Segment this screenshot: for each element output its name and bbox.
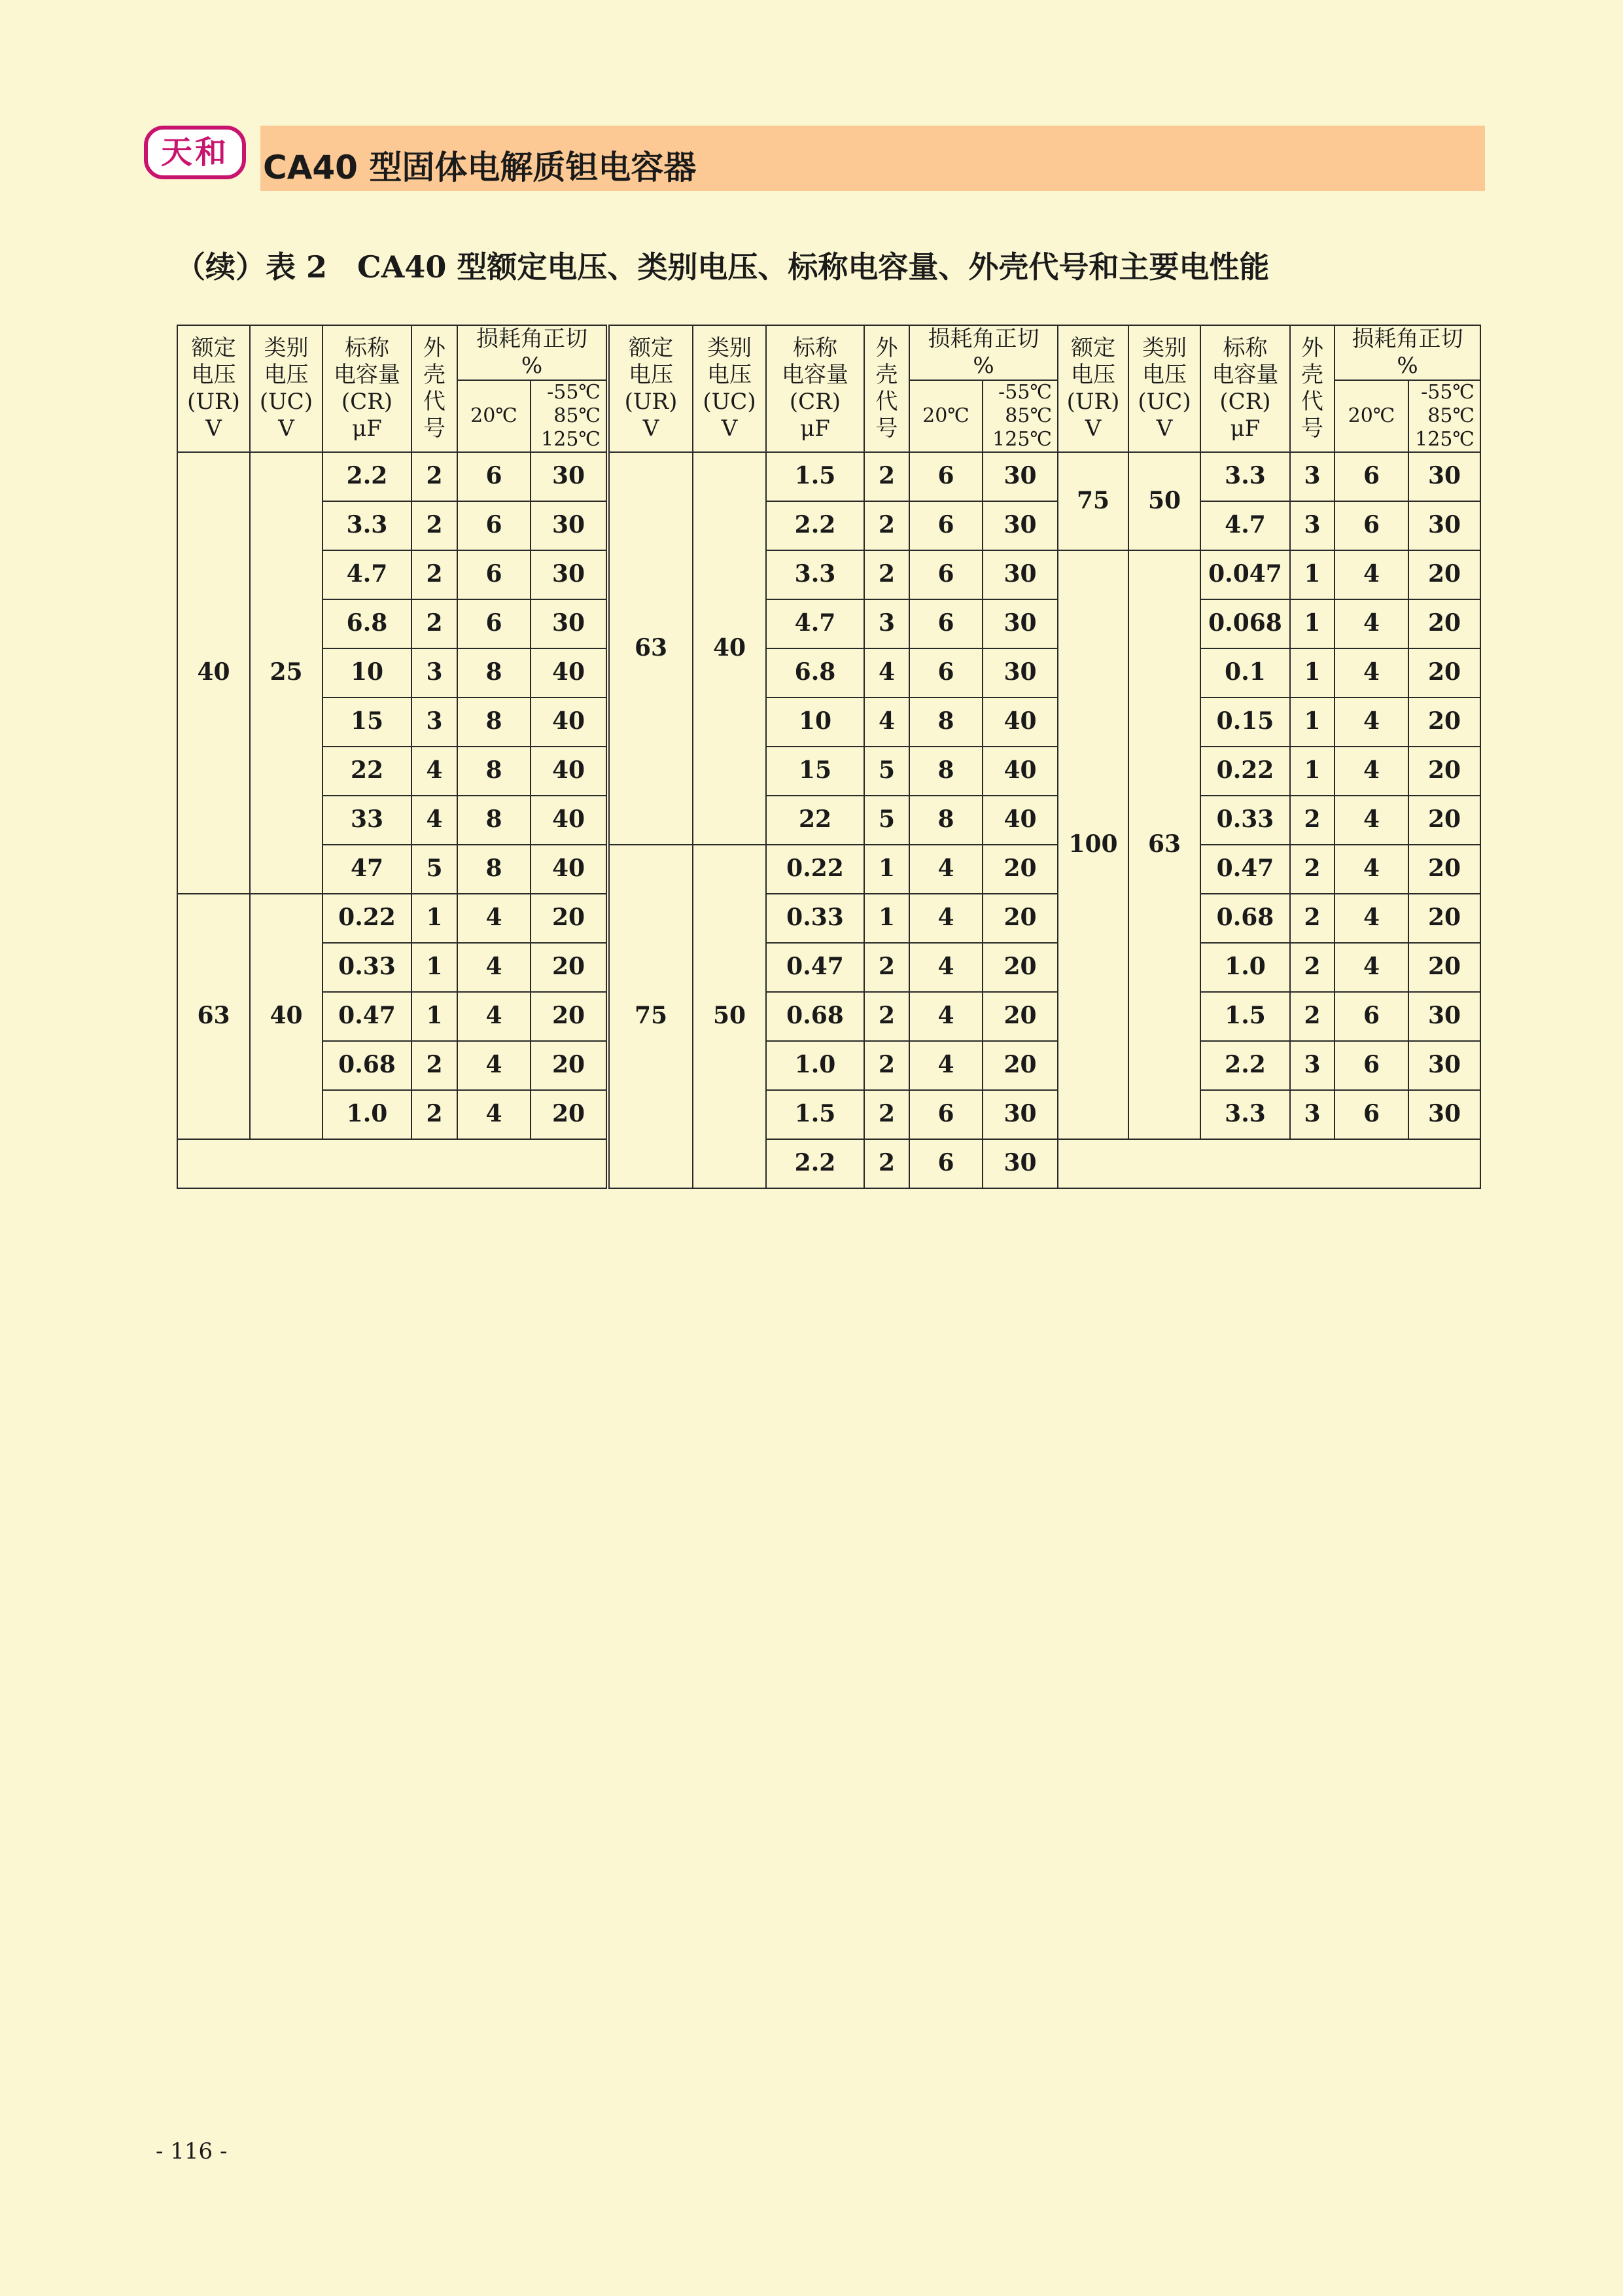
case-code-cell: 2 xyxy=(1290,845,1335,894)
header-line: 损耗角正切 xyxy=(476,326,587,352)
capacitance-cell: 3.3 xyxy=(323,501,411,550)
tan-other-cell: 30 xyxy=(531,501,606,550)
header-line: (UR) xyxy=(624,388,678,415)
table-row xyxy=(1058,452,1480,501)
header-line: V xyxy=(1085,415,1102,442)
case-code-cell: 3 xyxy=(411,698,457,747)
case-code-cell: 4 xyxy=(864,698,909,747)
col-header-category-voltage xyxy=(1128,325,1200,452)
tan-other-cell: 40 xyxy=(983,698,1058,747)
case-code-cell: 1 xyxy=(1290,599,1335,648)
table-row xyxy=(177,894,606,943)
tan-20-cell: 6 xyxy=(909,599,983,648)
tan-20-cell: 8 xyxy=(909,796,983,845)
col-header-tan-20: 20℃ xyxy=(457,380,531,452)
tan-other-cell: 20 xyxy=(983,943,1058,992)
capacitance-cell: 0.15 xyxy=(1200,698,1290,747)
header-line: 电压 xyxy=(1142,362,1187,388)
header-line: 额定 xyxy=(1071,335,1115,362)
capacitance-cell: 0.68 xyxy=(766,992,864,1041)
header-line: 电压 xyxy=(264,362,309,388)
rated-voltage-cell: 63 xyxy=(609,452,693,845)
tan-other-cell: 20 xyxy=(1408,648,1480,698)
case-code-cell: 2 xyxy=(864,1090,909,1139)
header-row xyxy=(177,325,606,380)
tan-other-cell: 30 xyxy=(531,452,606,501)
capacitance-cell: 10 xyxy=(323,648,411,698)
tan-other-cell: 20 xyxy=(531,894,606,943)
page-header-title: CA40 型固体电解质钽电容器 xyxy=(263,149,697,186)
header-line: 电压 xyxy=(707,362,752,388)
capacitance-cell: 2.2 xyxy=(323,452,411,501)
case-code-cell: 2 xyxy=(864,943,909,992)
case-code-cell: 2 xyxy=(1290,943,1335,992)
tan-other-cell: 20 xyxy=(1408,894,1480,943)
header-line: -55℃ xyxy=(998,380,1052,404)
case-code-cell: 5 xyxy=(411,845,457,894)
table-row xyxy=(177,452,606,501)
tan-20-cell: 4 xyxy=(457,1041,531,1090)
case-code-cell: 1 xyxy=(864,845,909,894)
header-line: 85℃ xyxy=(1427,404,1475,427)
capacitance-cell: 15 xyxy=(323,698,411,747)
category-voltage-cell: 25 xyxy=(250,452,323,894)
header-line: (UC) xyxy=(703,388,756,415)
tan-other-cell: 20 xyxy=(983,894,1058,943)
tan-other-cell: 20 xyxy=(531,1041,606,1090)
capacitance-cell: 0.33 xyxy=(323,943,411,992)
tan-20-cell: 8 xyxy=(457,796,531,845)
capacitance-cell: 47 xyxy=(323,845,411,894)
header-line: (CR) xyxy=(789,388,841,415)
capacitance-cell: 0.47 xyxy=(1200,845,1290,894)
tan-other-cell: 30 xyxy=(531,550,606,599)
header-line: 电压 xyxy=(629,362,673,388)
capacitance-cell: 6.8 xyxy=(766,648,864,698)
tan-other-cell: 20 xyxy=(1408,845,1480,894)
capacitance-cell: 10 xyxy=(766,698,864,747)
header-line: % xyxy=(521,352,543,379)
brand-logo: 天和 xyxy=(144,126,246,179)
col-header-category-voltage xyxy=(250,325,323,452)
tan-20-cell: 8 xyxy=(909,747,983,796)
header-line: V xyxy=(642,415,659,442)
header-bar xyxy=(260,126,1485,191)
capacitance-cell: 0.22 xyxy=(323,894,411,943)
tan-20-cell: 4 xyxy=(909,845,983,894)
capacitance-cell: 0.1 xyxy=(1200,648,1290,698)
col-header-tan-delta xyxy=(1335,325,1480,380)
tan-20-cell: 6 xyxy=(1335,1041,1408,1090)
header-line: % xyxy=(1397,352,1418,379)
tan-other-cell: 40 xyxy=(983,747,1058,796)
category-voltage-cell: 50 xyxy=(1128,452,1200,550)
tan-other-cell: 30 xyxy=(983,452,1058,501)
tan-other-cell: 40 xyxy=(983,796,1058,845)
rated-voltage-cell: 75 xyxy=(609,845,693,1188)
col-header-case-code xyxy=(1290,325,1335,452)
tan-20-cell: 4 xyxy=(909,1041,983,1090)
case-code-cell: 2 xyxy=(411,1041,457,1090)
case-code-cell: 1 xyxy=(864,894,909,943)
case-code-cell: 1 xyxy=(411,943,457,992)
col-header-tan-20: 20℃ xyxy=(909,380,983,452)
table-title: （续）表 2 CA40 型额定电压、类别电压、标称电容量、外壳代号和主要电性能 xyxy=(175,249,1270,285)
tan-20-cell: 4 xyxy=(1335,550,1408,599)
tan-20-cell: 8 xyxy=(457,845,531,894)
case-code-cell: 1 xyxy=(1290,698,1335,747)
tan-other-cell: 20 xyxy=(983,1041,1058,1090)
spec-table-panel-3 xyxy=(1057,325,1481,1189)
capacitance-cell: 0.47 xyxy=(323,992,411,1041)
tan-20-cell: 4 xyxy=(909,992,983,1041)
col-header-tan-other xyxy=(531,380,606,452)
header-line: 标称 xyxy=(793,335,837,362)
tan-other-cell: 30 xyxy=(983,648,1058,698)
header-line: 代 xyxy=(875,388,898,415)
case-code-cell: 3 xyxy=(411,648,457,698)
header-line: 号 xyxy=(875,415,898,442)
capacitance-cell: 2.2 xyxy=(766,501,864,550)
header-line: % xyxy=(973,352,994,379)
tan-20-cell: 4 xyxy=(909,894,983,943)
tan-20-cell: 4 xyxy=(1335,845,1408,894)
col-header-rated-voltage xyxy=(609,325,693,452)
case-code-cell: 2 xyxy=(411,452,457,501)
case-code-cell: 2 xyxy=(1290,894,1335,943)
col-header-tan-other xyxy=(983,380,1058,452)
case-code-cell: 5 xyxy=(864,747,909,796)
tan-other-cell: 20 xyxy=(983,845,1058,894)
header-line: (UC) xyxy=(1138,388,1191,415)
case-code-cell: 2 xyxy=(1290,796,1335,845)
tan-20-cell: 6 xyxy=(1335,501,1408,550)
tan-20-cell: 4 xyxy=(457,992,531,1041)
tan-other-cell: 30 xyxy=(531,599,606,648)
case-code-cell: 2 xyxy=(864,452,909,501)
capacitance-cell: 3.3 xyxy=(1200,1090,1290,1139)
spec-table-panel-2 xyxy=(608,325,1058,1189)
col-header-tan-delta xyxy=(457,325,606,380)
capacitance-cell: 0.33 xyxy=(1200,796,1290,845)
header-line: 125℃ xyxy=(992,427,1052,451)
header-line: (CR) xyxy=(1219,388,1271,415)
category-voltage-cell: 63 xyxy=(1128,550,1200,1139)
capacitance-cell: 1.0 xyxy=(766,1041,864,1090)
header-line: V xyxy=(1156,415,1173,442)
tan-other-cell: 30 xyxy=(1408,1041,1480,1090)
capacitance-cell: 0.68 xyxy=(323,1041,411,1090)
case-code-cell: 3 xyxy=(1290,501,1335,550)
header-line: 号 xyxy=(423,415,445,442)
case-code-cell: 2 xyxy=(411,599,457,648)
header-line: 额定 xyxy=(191,335,236,362)
header-line: 外 xyxy=(423,335,445,362)
capacitance-cell: 4.7 xyxy=(766,599,864,648)
col-header-capacitance xyxy=(1200,325,1290,452)
spec-table-panel-1 xyxy=(177,325,607,1189)
case-code-cell: 2 xyxy=(1290,992,1335,1041)
col-header-tan-other xyxy=(1408,380,1480,452)
col-header-rated-voltage xyxy=(1058,325,1128,452)
header-line: 代 xyxy=(423,388,445,415)
tan-other-cell: 20 xyxy=(1408,550,1480,599)
blank-cell xyxy=(1058,1139,1480,1188)
header-line: (UC) xyxy=(259,388,313,415)
capacitance-cell: 4.7 xyxy=(1200,501,1290,550)
case-code-cell: 1 xyxy=(1290,648,1335,698)
tan-other-cell: 20 xyxy=(1408,599,1480,648)
case-code-cell: 2 xyxy=(864,1139,909,1188)
case-code-cell: 4 xyxy=(864,648,909,698)
case-code-cell: 2 xyxy=(864,1041,909,1090)
tan-20-cell: 4 xyxy=(1335,943,1408,992)
tan-other-cell: 20 xyxy=(531,992,606,1041)
header-line: 125℃ xyxy=(541,427,601,451)
header-line: 标称 xyxy=(345,335,389,362)
blank-cell xyxy=(177,1139,606,1188)
tan-20-cell: 4 xyxy=(1335,796,1408,845)
case-code-cell: 5 xyxy=(864,796,909,845)
header-row xyxy=(1058,325,1480,380)
tan-20-cell: 8 xyxy=(909,698,983,747)
header-line: V xyxy=(278,415,294,442)
header-line: (UR) xyxy=(187,388,240,415)
tan-20-cell: 4 xyxy=(457,943,531,992)
tan-other-cell: 20 xyxy=(1408,747,1480,796)
tan-20-cell: 6 xyxy=(457,550,531,599)
header-line: 电压 xyxy=(1071,362,1115,388)
col-header-capacitance xyxy=(323,325,411,452)
capacitance-cell: 0.33 xyxy=(766,894,864,943)
header-line: 号 xyxy=(1301,415,1323,442)
capacitance-cell: 1.5 xyxy=(1200,992,1290,1041)
capacitance-cell: 1.0 xyxy=(323,1090,411,1139)
header-row xyxy=(609,325,1058,380)
header-line: V xyxy=(205,415,222,442)
header-line: 外 xyxy=(875,335,898,362)
col-header-capacitance xyxy=(766,325,864,452)
table-row xyxy=(609,452,1058,501)
header-line: 壳 xyxy=(423,362,445,388)
tan-20-cell: 6 xyxy=(909,550,983,599)
table-row xyxy=(609,845,1058,894)
tan-20-cell: 8 xyxy=(457,698,531,747)
header-line: 类别 xyxy=(707,335,752,362)
capacitance-cell: 2.2 xyxy=(766,1139,864,1188)
header-line: 壳 xyxy=(875,362,898,388)
rated-voltage-cell: 63 xyxy=(177,894,250,1139)
header-line: V xyxy=(721,415,738,442)
blank-row xyxy=(177,1139,606,1188)
header-line: 类别 xyxy=(1142,335,1187,362)
header-line: (CR) xyxy=(341,388,393,415)
capacitance-cell: 1.0 xyxy=(1200,943,1290,992)
capacitance-cell: 0.47 xyxy=(766,943,864,992)
rated-voltage-cell: 100 xyxy=(1058,550,1128,1139)
case-code-cell: 1 xyxy=(1290,747,1335,796)
tan-20-cell: 6 xyxy=(457,599,531,648)
case-code-cell: 2 xyxy=(864,992,909,1041)
case-code-cell: 3 xyxy=(864,599,909,648)
case-code-cell: 3 xyxy=(1290,1041,1335,1090)
rated-voltage-cell: 40 xyxy=(177,452,250,894)
category-voltage-cell: 50 xyxy=(693,845,766,1188)
capacitance-cell: 0.047 xyxy=(1200,550,1290,599)
tan-20-cell: 6 xyxy=(1335,452,1408,501)
header-line: 代 xyxy=(1301,388,1323,415)
header-line: -55℃ xyxy=(1421,380,1475,404)
table-row xyxy=(1058,550,1480,599)
col-header-tan-delta xyxy=(909,325,1058,380)
tan-20-cell: 4 xyxy=(1335,599,1408,648)
capacitance-cell: 1.5 xyxy=(766,452,864,501)
capacitance-cell: 4.7 xyxy=(323,550,411,599)
header-line: 电容量 xyxy=(782,362,848,388)
tan-other-cell: 20 xyxy=(1408,698,1480,747)
header-line: 额定 xyxy=(629,335,673,362)
capacitance-cell: 33 xyxy=(323,796,411,845)
case-code-cell: 3 xyxy=(1290,452,1335,501)
header-line: μF xyxy=(800,415,830,442)
col-header-category-voltage xyxy=(693,325,766,452)
header-line: (UR) xyxy=(1066,388,1120,415)
tan-20-cell: 6 xyxy=(1335,1090,1408,1139)
tan-20-cell: 6 xyxy=(909,501,983,550)
tan-other-cell: 20 xyxy=(983,992,1058,1041)
tan-other-cell: 40 xyxy=(531,648,606,698)
tan-20-cell: 6 xyxy=(457,452,531,501)
tan-other-cell: 20 xyxy=(1408,943,1480,992)
tan-other-cell: 30 xyxy=(1408,452,1480,501)
case-code-cell: 2 xyxy=(411,550,457,599)
header-line: 电容量 xyxy=(334,362,400,388)
tan-20-cell: 4 xyxy=(909,943,983,992)
case-code-cell: 2 xyxy=(411,1090,457,1139)
header-line: 85℃ xyxy=(1005,404,1052,427)
tan-other-cell: 30 xyxy=(983,1090,1058,1139)
col-header-tan-20: 20℃ xyxy=(1335,380,1408,452)
header-line: 类别 xyxy=(264,335,309,362)
tan-20-cell: 4 xyxy=(1335,747,1408,796)
capacitance-cell: 22 xyxy=(323,747,411,796)
capacitance-cell: 6.8 xyxy=(323,599,411,648)
header-line: 壳 xyxy=(1301,362,1323,388)
header-line: 85℃ xyxy=(553,404,601,427)
capacitance-cell: 3.3 xyxy=(766,550,864,599)
tan-20-cell: 6 xyxy=(909,452,983,501)
tan-20-cell: 6 xyxy=(909,1139,983,1188)
header-line: 损耗角正切 xyxy=(1352,326,1463,352)
tan-other-cell: 40 xyxy=(531,698,606,747)
header-line: 电压 xyxy=(191,362,236,388)
tan-other-cell: 20 xyxy=(531,943,606,992)
col-header-case-code xyxy=(864,325,909,452)
tan-other-cell: 40 xyxy=(531,845,606,894)
header-line: 125℃ xyxy=(1415,427,1475,451)
capacitance-cell: 1.5 xyxy=(766,1090,864,1139)
header-line: -55℃ xyxy=(547,380,601,404)
capacitance-cell: 2.2 xyxy=(1200,1041,1290,1090)
category-voltage-cell: 40 xyxy=(693,452,766,845)
capacitance-cell: 0.22 xyxy=(766,845,864,894)
tan-20-cell: 4 xyxy=(1335,648,1408,698)
tan-20-cell: 8 xyxy=(457,747,531,796)
tan-20-cell: 4 xyxy=(1335,698,1408,747)
capacitance-cell: 22 xyxy=(766,796,864,845)
header-line: μF xyxy=(352,415,382,442)
header-line: 电容量 xyxy=(1212,362,1279,388)
case-code-cell: 2 xyxy=(864,550,909,599)
col-header-case-code xyxy=(411,325,457,452)
page-number: - 116 - xyxy=(156,2138,228,2164)
case-code-cell: 2 xyxy=(864,501,909,550)
header-line: 损耗角正切 xyxy=(928,326,1039,352)
tan-other-cell: 30 xyxy=(983,1139,1058,1188)
capacitance-cell: 0.68 xyxy=(1200,894,1290,943)
case-code-cell: 1 xyxy=(1290,550,1335,599)
tan-20-cell: 4 xyxy=(1335,894,1408,943)
header-line: μF xyxy=(1230,415,1261,442)
case-code-cell: 3 xyxy=(1290,1090,1335,1139)
tan-other-cell: 30 xyxy=(983,550,1058,599)
header-line: 外 xyxy=(1301,335,1323,362)
tan-other-cell: 40 xyxy=(531,796,606,845)
tan-20-cell: 4 xyxy=(457,894,531,943)
header-line: 标称 xyxy=(1223,335,1268,362)
tan-20-cell: 6 xyxy=(909,648,983,698)
tan-other-cell: 20 xyxy=(531,1090,606,1139)
col-header-rated-voltage xyxy=(177,325,250,452)
tan-other-cell: 30 xyxy=(983,599,1058,648)
capacitance-cell: 3.3 xyxy=(1200,452,1290,501)
tan-20-cell: 4 xyxy=(457,1090,531,1139)
case-code-cell: 1 xyxy=(411,894,457,943)
case-code-cell: 4 xyxy=(411,747,457,796)
capacitance-cell: 0.22 xyxy=(1200,747,1290,796)
category-voltage-cell: 40 xyxy=(250,894,323,1139)
tan-20-cell: 8 xyxy=(457,648,531,698)
tan-other-cell: 30 xyxy=(1408,501,1480,550)
tan-other-cell: 30 xyxy=(1408,1090,1480,1139)
tan-other-cell: 40 xyxy=(531,747,606,796)
tan-other-cell: 30 xyxy=(983,501,1058,550)
case-code-cell: 1 xyxy=(411,992,457,1041)
tan-20-cell: 6 xyxy=(1335,992,1408,1041)
tan-20-cell: 6 xyxy=(909,1090,983,1139)
blank-row xyxy=(1058,1139,1480,1188)
rated-voltage-cell: 75 xyxy=(1058,452,1128,550)
case-code-cell: 4 xyxy=(411,796,457,845)
capacitance-cell: 15 xyxy=(766,747,864,796)
tan-other-cell: 20 xyxy=(1408,796,1480,845)
case-code-cell: 2 xyxy=(411,501,457,550)
tan-20-cell: 6 xyxy=(457,501,531,550)
capacitance-cell: 0.068 xyxy=(1200,599,1290,648)
tan-other-cell: 30 xyxy=(1408,992,1480,1041)
